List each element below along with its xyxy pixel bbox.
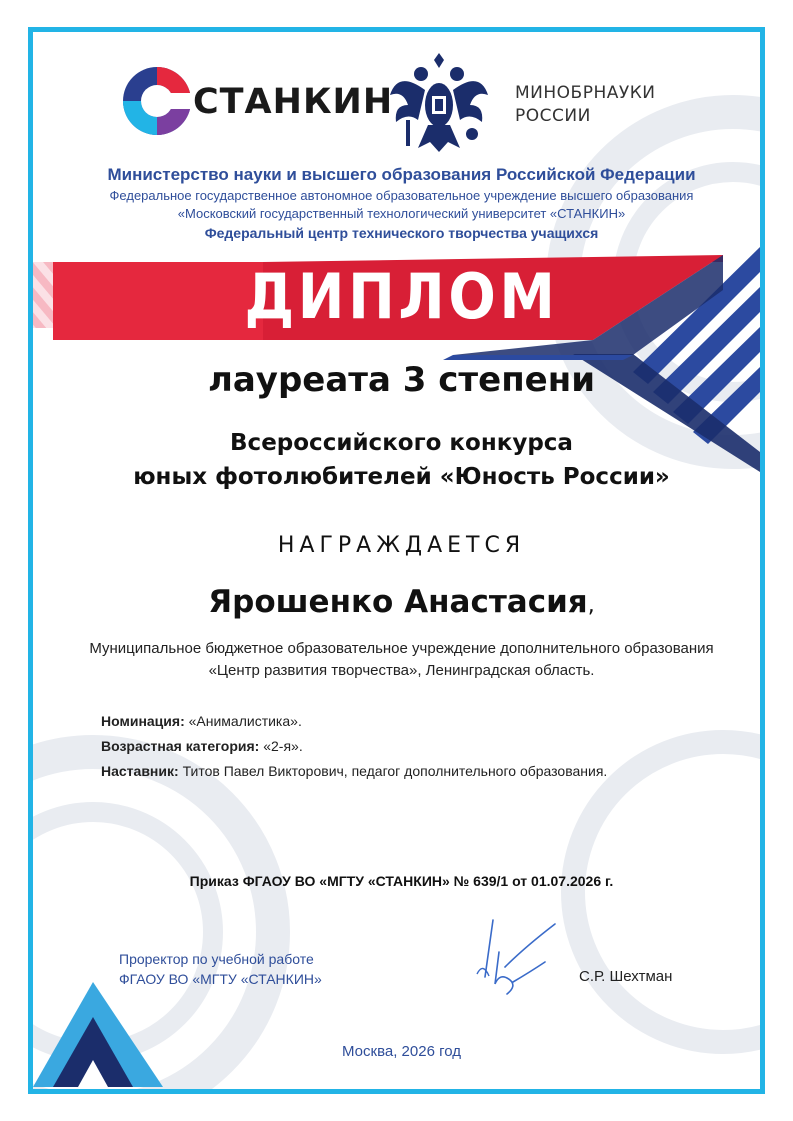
place-year: Москва, 2026 год: [342, 1043, 461, 1060]
stankin-logo-icon: [121, 65, 193, 137]
order-reference: Приказ ФГАОУ ВО «МГТУ «СТАНКИН» № 639/1 от 01.07.2026 г.: [189, 873, 614, 889]
double-headed-eagle-icon: [388, 50, 490, 155]
contest-line2: юных фотолюбителей «Юность России»: [133, 464, 670, 490]
awarded-label: НАГРАЖДАЕТСЯ: [277, 533, 526, 558]
organization-line2: «Центр развития творчества», Ленинградская область.: [208, 662, 595, 679]
ministry-logo-line1: МИНОБРНАУКИ: [515, 83, 656, 103]
header-center-name: Федеральный центр технического творчества учащихся: [204, 225, 599, 241]
degree-title: лауреата 3 степени: [207, 360, 596, 400]
signatory-role-line1: Проректор по учебной работе: [119, 951, 314, 967]
stankin-logo-text: СТАНКИН: [193, 82, 394, 122]
ministry-logo-line2: РОССИИ: [515, 106, 591, 126]
details-list: [101, 709, 607, 784]
contest-line1: Всероссийского конкурса: [230, 430, 573, 456]
header-institution-type: Федеральное государственное автономное образовательное учреждение высшего образования: [109, 188, 694, 203]
diploma-title: ДИПЛОМ: [244, 260, 559, 333]
signatory-role-line2: ФГАОУ ВО «МГТУ «СТАНКИН»: [119, 971, 322, 987]
detail-nomination: Номинация: «Анималистика».: [101, 713, 302, 729]
winner-name: Ярошенко Анастасия: [208, 584, 588, 620]
signatory-name: С.Р. Шехтман: [579, 968, 673, 985]
handwritten-signature: [455, 912, 575, 1007]
winner-suffix: ,: [587, 593, 595, 618]
detail-mentor: Наставник: Титов Павел Викторович, педагог дополнительного образования.: [101, 763, 608, 779]
header-ministry: Министерство науки и высшего образования Российской Федерации: [107, 165, 696, 184]
diploma-frame: [28, 27, 765, 1094]
organization-line1: Муниципальное бюджетное образовательное учреждение дополнительного образования: [89, 640, 714, 657]
header-university-name: «Московский государственный технологический университет «СТАНКИН»: [177, 206, 626, 221]
detail-age-category: Возрастная категория: «2-я».: [101, 738, 303, 754]
